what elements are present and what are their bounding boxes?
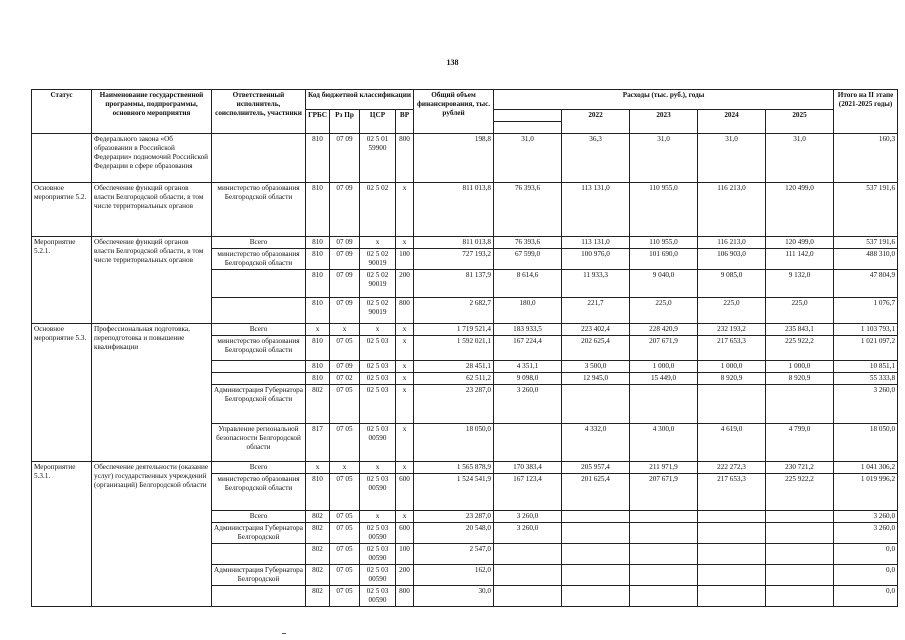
cell-executor	[212, 298, 306, 324]
table-row	[32, 237, 898, 249]
cell-total: 2 547,0	[414, 544, 494, 565]
cell-grbs: 810	[306, 373, 330, 385]
cell-2022	[562, 385, 630, 424]
cell-stage-total: 1 021 097,2	[834, 336, 898, 361]
cell-csr: 02 5 03 00590	[360, 544, 396, 565]
cell-2021: 4 351,1	[494, 361, 562, 373]
cell-executor	[212, 270, 306, 298]
cell-2021	[494, 586, 562, 607]
cell-rzpr: 07 09	[330, 270, 360, 298]
cell-2023	[630, 586, 698, 607]
header-csr: ЦСР	[360, 110, 396, 134]
cell-vr: 100	[396, 544, 414, 565]
cell-2023: 228 420,9	[630, 324, 698, 336]
cell-rzpr: 07 09	[330, 361, 360, 373]
cell-csr: 02 5 03	[360, 336, 396, 361]
cell-csr: х	[360, 462, 396, 474]
cell-grbs: 810	[306, 134, 330, 183]
cell-csr: 02 5 02 90019	[360, 249, 396, 270]
cell-2021: 67 599,0	[494, 249, 562, 270]
cell-2022	[562, 523, 630, 544]
cell-rzpr: 07 05	[330, 511, 360, 523]
cell-2022: 113 131,0	[562, 183, 630, 237]
cell-vr: х	[396, 424, 414, 462]
cell-total: 30,0	[414, 586, 494, 607]
cell-executor	[212, 134, 306, 183]
cell-vr: 600	[396, 474, 414, 511]
cell-vr: х	[396, 336, 414, 361]
cell-2025: 230 721,2	[766, 462, 834, 474]
cell-vr: х	[396, 237, 414, 249]
table-row	[32, 462, 898, 474]
cell-csr: 02 5 03 00590	[360, 424, 396, 462]
cell-2021: 167 224,4	[494, 336, 562, 361]
cell-2022	[562, 586, 630, 607]
cell-status: Мероприятие 5.3.1.	[32, 462, 92, 607]
cell-executor: Администрация Губернатора Белгородской области	[212, 385, 306, 424]
cell-executor: Администрация Губернатора Белгородской	[212, 523, 306, 544]
header-name: Наименование государственной программы, подпрограммы, основного мероприятия	[92, 90, 212, 134]
cell-csr: 02 5 03	[360, 361, 396, 373]
cell-2023	[630, 511, 698, 523]
cell-2023: 207 671,9	[630, 474, 698, 511]
cell-total: 1 565 878,9	[414, 462, 494, 474]
cell-grbs: 810	[306, 183, 330, 237]
cell-grbs: 817	[306, 424, 330, 462]
cell-rzpr: 07 09	[330, 298, 360, 324]
cell-2025: 120 499,0	[766, 183, 834, 237]
cell-total: 811 013,8	[414, 237, 494, 249]
cell-total: 1 592 021,1	[414, 336, 494, 361]
cell-executor: Всего	[212, 237, 306, 249]
cell-total: 23 287,0	[414, 385, 494, 424]
cell-2023	[630, 544, 698, 565]
cell-2022: 221,7	[562, 298, 630, 324]
cell-2023: 101 690,0	[630, 249, 698, 270]
cell-executor	[212, 361, 306, 373]
cell-name: Обеспечение функций органов власти Белгородской области, в том числе территориальных органов	[92, 183, 212, 237]
cell-2024: 116 213,0	[698, 237, 766, 249]
cell-csr: 02 5 03	[360, 373, 396, 385]
cell-2022: 205 957,4	[562, 462, 630, 474]
cell-stage-total: 1 076,7	[834, 298, 898, 324]
cell-executor: Управление региональной безопасности Белгородской области	[212, 424, 306, 462]
cell-2023: 31,0	[630, 134, 698, 183]
cell-rzpr: 07 05	[330, 544, 360, 565]
cell-vr: 800	[396, 298, 414, 324]
header-year-2024: 2024	[698, 110, 766, 134]
cell-grbs: 802	[306, 511, 330, 523]
cell-2024: 31,0	[698, 134, 766, 183]
cell-stage-total: 3 260,0	[834, 523, 898, 544]
cell-rzpr: 07 05	[330, 474, 360, 511]
cell-2022: 36,3	[562, 134, 630, 183]
cell-2024: 8 920,9	[698, 373, 766, 385]
cell-rzpr: х	[330, 324, 360, 336]
cell-2022	[562, 565, 630, 586]
cell-executor: Всего	[212, 511, 306, 523]
cell-vr: х	[396, 511, 414, 523]
cell-total: 1 719 521,4	[414, 324, 494, 336]
cell-vr: х	[396, 361, 414, 373]
cell-2022: 4 332,0	[562, 424, 630, 462]
cell-vr: х	[396, 385, 414, 424]
cell-grbs: 802	[306, 565, 330, 586]
cell-rzpr: 07 05	[330, 565, 360, 586]
cell-grbs: х	[306, 462, 330, 474]
header-year-2023: 2023	[630, 110, 698, 134]
cell-stage-total: 18 050,0	[834, 424, 898, 462]
cell-2024	[698, 385, 766, 424]
cell-vr: 800	[396, 586, 414, 607]
cell-2024: 232 193,2	[698, 324, 766, 336]
cell-2024	[698, 523, 766, 544]
cell-2025: 235 843,1	[766, 324, 834, 336]
cell-grbs: 802	[306, 586, 330, 607]
cell-2023: 1 000,0	[630, 361, 698, 373]
cell-executor: министерство образования Белгородской области	[212, 183, 306, 237]
cell-rzpr: 07 09	[330, 249, 360, 270]
cell-vr: 600	[396, 523, 414, 544]
cell-executor: Всего	[212, 324, 306, 336]
cell-2021: 31,0	[494, 134, 562, 183]
cell-2022: 12 945,0	[562, 373, 630, 385]
cell-stage-total: 1 103 793,1	[834, 324, 898, 336]
cell-2025	[766, 565, 834, 586]
cell-2023	[630, 385, 698, 424]
cell-vr: х	[396, 373, 414, 385]
cell-rzpr: 07 05	[330, 336, 360, 361]
cell-executor	[212, 373, 306, 385]
cell-2021: 167 123,4	[494, 474, 562, 511]
cell-stage-total: 55 333,8	[834, 373, 898, 385]
cell-2022: 11 933,3	[562, 270, 630, 298]
cell-csr: 02 5 02	[360, 183, 396, 237]
table-row	[32, 183, 898, 237]
cell-rzpr: 07 02	[330, 373, 360, 385]
cell-stage-total: 537 191,6	[834, 237, 898, 249]
cell-2021: 3 260,0	[494, 523, 562, 544]
header-executor: Ответственный исполнитель, соисполнитель, участники	[212, 90, 306, 134]
cell-stage-total: 160,3	[834, 134, 898, 183]
cell-grbs: 810	[306, 237, 330, 249]
cell-total: 727 193,2	[414, 249, 494, 270]
cell-status: Мероприятие 5.2.1.	[32, 237, 92, 324]
cell-csr: х	[360, 237, 396, 249]
cell-2024: 106 903,0	[698, 249, 766, 270]
cell-total: 62 511,2	[414, 373, 494, 385]
cell-2025: 120 499,0	[766, 237, 834, 249]
cell-executor: министерство образования Белгородской области	[212, 249, 306, 270]
cell-2024: 225,0	[698, 298, 766, 324]
cell-2024: 217 653,3	[698, 336, 766, 361]
cell-2023: 110 955,0	[630, 183, 698, 237]
cell-2025: 4 799,0	[766, 424, 834, 462]
cell-rzpr: 07 09	[330, 237, 360, 249]
cell-total: 1 524 541,9	[414, 474, 494, 511]
cell-2024	[698, 511, 766, 523]
cell-2023: 225,0	[630, 298, 698, 324]
cell-2023: 9 040,0	[630, 270, 698, 298]
cell-total: 81 137,9	[414, 270, 494, 298]
cell-stage-total: 0,0	[834, 586, 898, 607]
cell-2021: 170 383,4	[494, 462, 562, 474]
cell-vr: 100	[396, 249, 414, 270]
cell-csr: 02 5 03	[360, 385, 396, 424]
cell-executor	[212, 544, 306, 565]
cell-total: 162,0	[414, 565, 494, 586]
cell-grbs: 810	[306, 298, 330, 324]
cell-2025	[766, 385, 834, 424]
cell-2021: 3 260,0	[494, 385, 562, 424]
cell-total: 811 013,8	[414, 183, 494, 237]
cell-status	[32, 134, 92, 183]
cell-stage-total: 0,0	[834, 544, 898, 565]
cell-grbs: 810	[306, 336, 330, 361]
cell-2023: 15 449,0	[630, 373, 698, 385]
header-grbs: ГРБС	[306, 110, 330, 134]
cell-rzpr: 07 05	[330, 385, 360, 424]
table-row	[32, 134, 898, 183]
cell-executor: министерство образования Белгородской области	[212, 474, 306, 511]
cell-vr: х	[396, 183, 414, 237]
header-year-2022: 2022	[562, 110, 630, 134]
budget-table	[31, 89, 898, 607]
header-status: Статус	[32, 90, 92, 134]
cell-2025: 225 922,2	[766, 474, 834, 511]
cell-total: 2 682,7	[414, 298, 494, 324]
cell-2025: 1 000,0	[766, 361, 834, 373]
header-year-2021	[494, 110, 562, 122]
cell-executor: Всего	[212, 462, 306, 474]
cell-total: 18 050,0	[414, 424, 494, 462]
cell-2021: 9 098,0	[494, 373, 562, 385]
cell-rzpr: 07 09	[330, 134, 360, 183]
cell-2024: 4 619,0	[698, 424, 766, 462]
header-total: Общий объем финансирования, тыс. рублей	[414, 90, 494, 134]
cell-csr: х	[360, 511, 396, 523]
cell-rzpr: 07 05	[330, 523, 360, 544]
cell-stage-total: 488 310,0	[834, 249, 898, 270]
cell-csr: 02 5 02 90019	[360, 298, 396, 324]
cell-vr: х	[396, 324, 414, 336]
cell-2022: 223 402,4	[562, 324, 630, 336]
cell-2022: 3 500,0	[562, 361, 630, 373]
cell-grbs: 802	[306, 544, 330, 565]
cell-csr: 02 5 03 00590	[360, 523, 396, 544]
cell-stage-total: 0,0	[834, 565, 898, 586]
cell-csr: 02 5 03 00590	[360, 565, 396, 586]
cell-rzpr: 07 09	[330, 183, 360, 237]
cell-2023	[630, 523, 698, 544]
cell-csr: х	[360, 324, 396, 336]
cell-stage-total: 537 191,6	[834, 183, 898, 237]
cell-2022: 202 625,4	[562, 336, 630, 361]
cell-name: Профессиональная подготовка, переподготовка и повышение квалификации	[92, 324, 212, 462]
cell-vr: 800	[396, 134, 414, 183]
cell-2023: 110 955,0	[630, 237, 698, 249]
scan-mark	[282, 633, 286, 634]
cell-2025: 225,0	[766, 298, 834, 324]
cell-2021: 76 393,6	[494, 237, 562, 249]
cell-2024	[698, 544, 766, 565]
page-number: 138	[446, 58, 459, 67]
cell-total: 23 287,0	[414, 511, 494, 523]
cell-grbs: х	[306, 324, 330, 336]
cell-2022	[562, 544, 630, 565]
cell-2024: 9 085,0	[698, 270, 766, 298]
cell-2024: 217 653,3	[698, 474, 766, 511]
cell-2025	[766, 511, 834, 523]
header-rzpr: Рз Пр	[330, 110, 360, 134]
cell-2024	[698, 586, 766, 607]
cell-grbs: 810	[306, 249, 330, 270]
cell-rzpr: 07 05	[330, 424, 360, 462]
cell-stage-total: 3 260,0	[834, 511, 898, 523]
cell-2025	[766, 586, 834, 607]
cell-2023	[630, 565, 698, 586]
cell-vr: х	[396, 462, 414, 474]
cell-executor: Администрация Губернатора Белгородской	[212, 565, 306, 586]
cell-stage-total: 1 041 306,2	[834, 462, 898, 474]
cell-status: Основное мероприятие 5.2.	[32, 183, 92, 237]
cell-name: Федерального закона «Об образовании в Российской Федерации» подномочий Российской Федерации в сфере образования	[92, 134, 212, 183]
cell-stage-total: 1 019 996,2	[834, 474, 898, 511]
cell-grbs: 810	[306, 270, 330, 298]
cell-2023: 4 300,0	[630, 424, 698, 462]
cell-2021	[494, 424, 562, 462]
cell-csr: 02 5 01 59900	[360, 134, 396, 183]
cell-2022: 201 625,4	[562, 474, 630, 511]
header-blank	[494, 122, 562, 134]
cell-2021: 3 260,0	[494, 511, 562, 523]
header-budget-code: Код бюджетной классификации	[306, 90, 414, 110]
cell-2022	[562, 511, 630, 523]
cell-2023: 211 971,9	[630, 462, 698, 474]
cell-2025: 9 132,0	[766, 270, 834, 298]
cell-total: 20 548,0	[414, 523, 494, 544]
cell-2025: 111 142,0	[766, 249, 834, 270]
cell-2021	[494, 565, 562, 586]
cell-executor	[212, 586, 306, 607]
cell-2025: 31,0	[766, 134, 834, 183]
cell-2024	[698, 565, 766, 586]
header-vr: ВР	[396, 110, 414, 134]
cell-2025: 8 920,9	[766, 373, 834, 385]
cell-vr: 200	[396, 270, 414, 298]
cell-2021: 76 393,6	[494, 183, 562, 237]
cell-2021	[494, 544, 562, 565]
cell-2025: 225 922,2	[766, 336, 834, 361]
cell-name: Обеспечение функций органов власти Белгородской области, в том числе территориальных органов	[92, 237, 212, 324]
cell-name: Обеспечение деятельности (оказание услуг) государственных учреждений (организаций) Белгородской области	[92, 462, 212, 607]
cell-grbs: 802	[306, 523, 330, 544]
table-body	[32, 134, 898, 607]
cell-2022: 113 131,0	[562, 237, 630, 249]
cell-grbs: 810	[306, 361, 330, 373]
cell-total: 28 451,1	[414, 361, 494, 373]
cell-csr: 02 5 02 90019	[360, 270, 396, 298]
cell-csr: 02 5 03 00590	[360, 586, 396, 607]
cell-2025	[766, 544, 834, 565]
cell-csr: 02 5 03 00590	[360, 474, 396, 511]
header-stage-total: Итого на II этапе (2021-2025 годы)	[834, 90, 898, 134]
cell-vr: 200	[396, 565, 414, 586]
header-expenses: Расходы (тыс. руб.), годы	[494, 90, 834, 110]
cell-stage-total: 47 804,9	[834, 270, 898, 298]
cell-2021: 180,0	[494, 298, 562, 324]
cell-2022: 100 976,0	[562, 249, 630, 270]
cell-status: Основное мероприятие 5.3.	[32, 324, 92, 462]
cell-2024: 116 213,0	[698, 183, 766, 237]
cell-2021: 8 614,6	[494, 270, 562, 298]
cell-2024: 1 000,0	[698, 361, 766, 373]
cell-total: 198,8	[414, 134, 494, 183]
cell-rzpr: 07 05	[330, 586, 360, 607]
cell-2021: 183 933,5	[494, 324, 562, 336]
cell-stage-total: 10 851,1	[834, 361, 898, 373]
cell-rzpr: х	[330, 462, 360, 474]
cell-grbs: 802	[306, 385, 330, 424]
cell-2025	[766, 523, 834, 544]
cell-stage-total: 3 260,0	[834, 385, 898, 424]
cell-grbs: 810	[306, 474, 330, 511]
header-year-2025: 2025	[766, 110, 834, 134]
table-row	[32, 324, 898, 336]
cell-2024: 222 272,3	[698, 462, 766, 474]
cell-executor: министерство образования Белгородской области	[212, 336, 306, 361]
cell-2023: 207 671,9	[630, 336, 698, 361]
